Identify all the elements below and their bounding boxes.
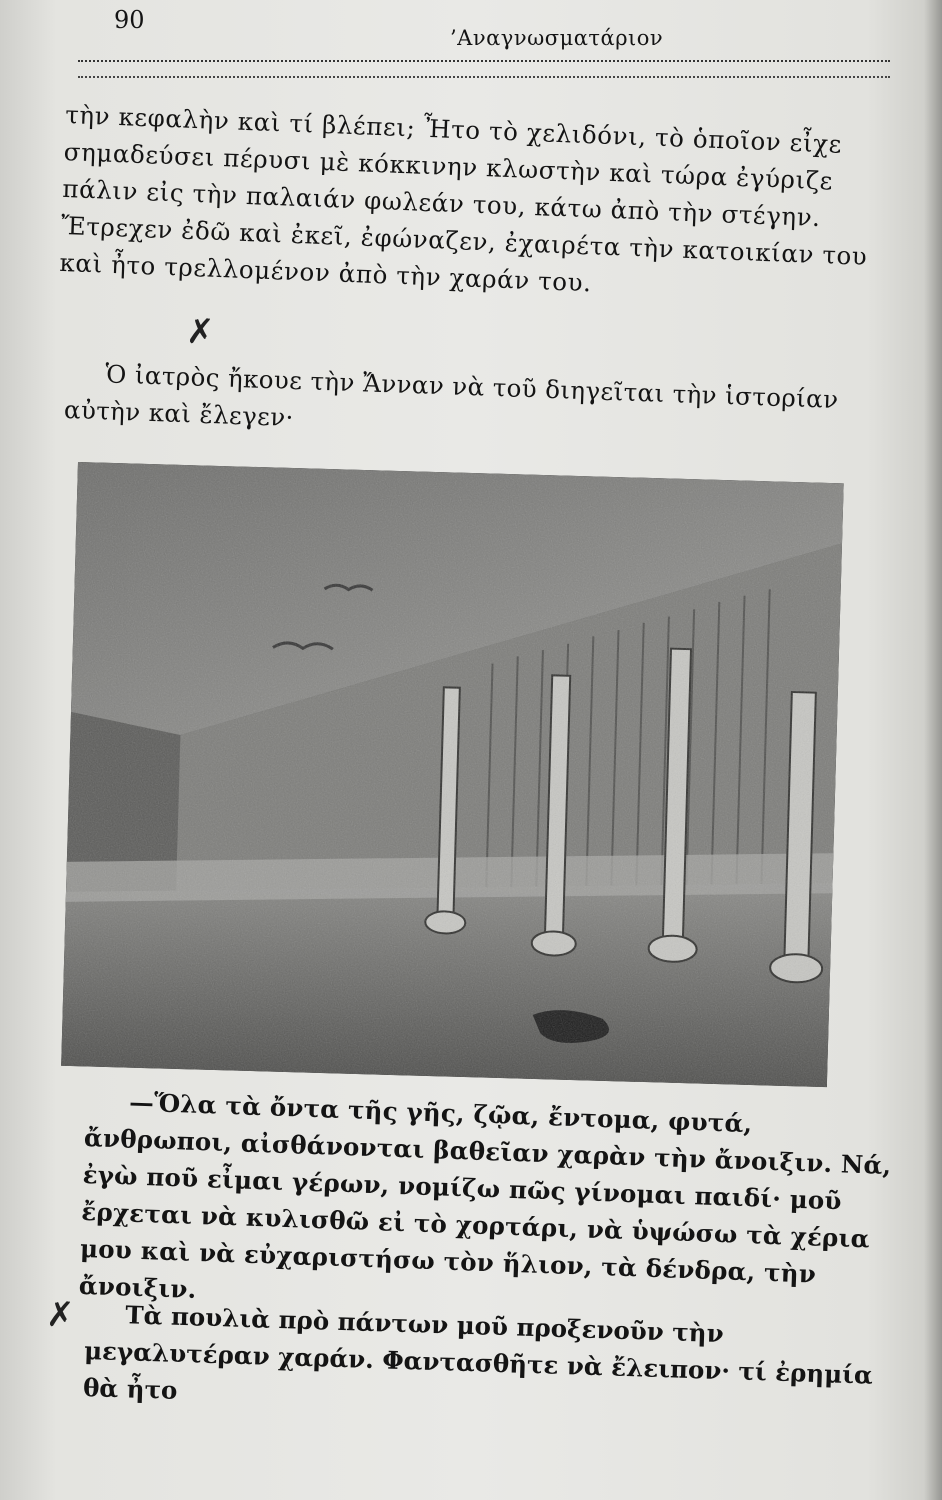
page-edge-shadow [924,0,942,1500]
paragraph-4: Τὰ πουλιὰ πρὸ πάντων μοῦ προξενοῦν τὴν μεγαλυτέραν χαράν. Φαντασθῆτε νὰ ἔλειπον· τί ἐρημία θὰ ἦτο [82,1300,874,1405]
pencil-mark-icon: ✗ [186,312,215,352]
paragraph-1: τὴν κεφαλὴν καὶ τί βλέπει; Ἦτο τὸ χελιδόνι, τὸ ὁποῖον εἶχε σημαδεύσει πέρυσι μὲ κόκκινην κλωστὴν καὶ τώρα ἐγύριζε πάλιν εἰς τὴν παλαιάν φωλεάν του, κάτω ἀπὸ τὴν στέγην. Ἔτρεχεν ἐδῶ καὶ ἐκεῖ, ἐφώναζεν, ἐχαιρέτα τὴν κατοικίαν του καὶ ἦτο τρελλομένον ἀπὸ τὴν χαράν του. [59,99,868,298]
header-rule [78,60,890,62]
header-rule-lower [78,76,890,78]
paragraph-2: Ὁ ἰατρὸς ἤκουε τὴν Ἄνναν νὰ τοῦ διηγεῖται τὴν ἱστορίαν αὐτὴν καὶ ἔλεγεν· [63,359,839,432]
page-header [78,0,890,80]
pencil-mark-icon: ✗ [46,1295,75,1335]
photo-illustration [61,462,844,1087]
page-number: 90 [114,6,145,34]
running-title: ’Αναγνωσματάριον [450,26,664,50]
porch-columns-photo [61,462,844,1087]
paragraph-3: —Ὅλα τὰ ὄντα τῆς γῆς, ζῷα, ἔντομα, φυτά, ἄνθρωποι, αἰσθάνονται βαθεῖαν χαρὰν τὴν ἄνοιξιν. Νά, ἐγὼ ποῦ εἶμαι γέρων, νομίζω πῶς γίνομαι παιδί· μοῦ ἔρχεται νὰ κυλισθῶ εἰ τὸ χορτάρι, νὰ ὑψώσω τὰ χέρια μου καὶ νὰ εὐχαριστήσω τὸν ἥλιον, τὰ δένδρα, τὴν ἄνοιξιν. [78,1087,892,1304]
